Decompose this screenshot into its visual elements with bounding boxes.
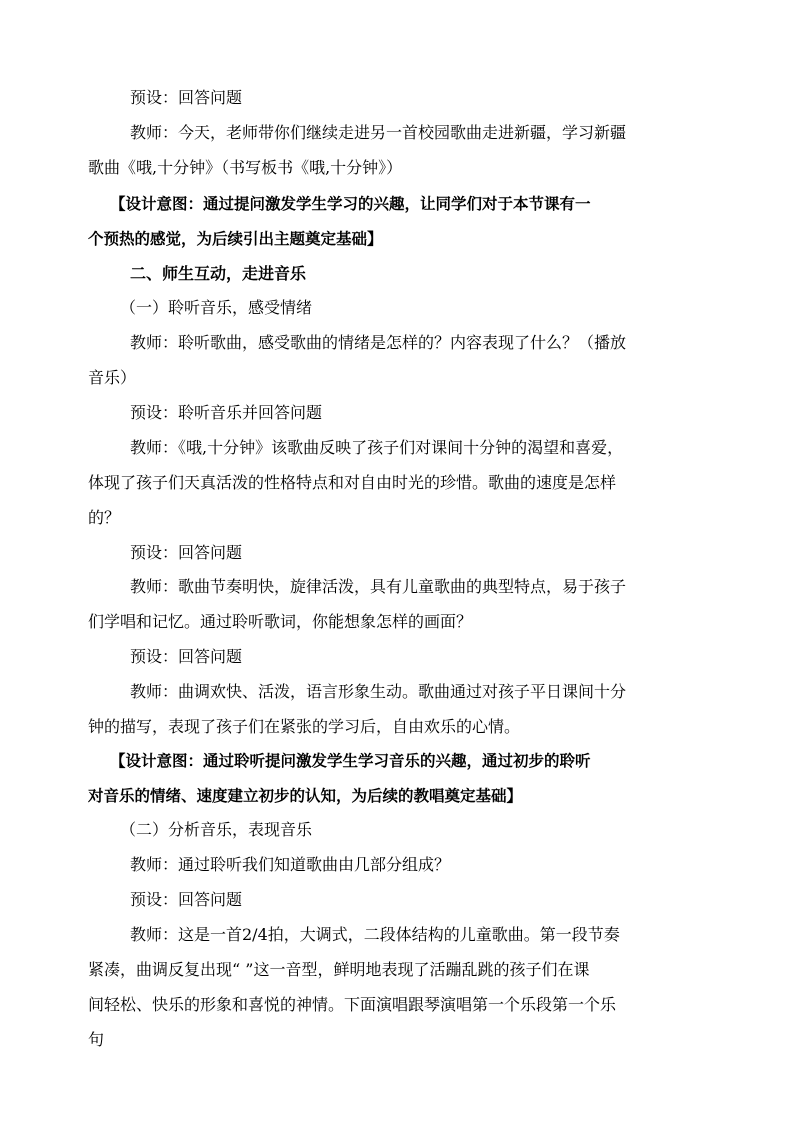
preset-listen: 预设：聆听音乐并回答问题 [130,403,323,422]
teacher-structure-question: 教师：通过聆听我们知道歌曲由几部分组成？ [130,855,451,874]
design-intent-2-line-2: 对音乐的情绪、速度建立初步的认知，为后续的教唱奠定基础】 [88,787,523,805]
preset-answer-4: 预设：回答问题 [130,890,243,909]
preset-answer-3: 预设：回答问题 [130,647,243,666]
teacher-song-line-1: 教师：《哦,十分钟》该歌曲反映了孩子们对课间十分钟的渴望和喜爱， [130,438,624,457]
teacher-song-line-2: 体现了孩子们天真活泼的性格特点和对自由时光的珍惜。歌曲的速度是怎样 [88,473,617,492]
teacher-rhythm-line-1: 教师：歌曲节奏明快，旋律活泼，具有儿童歌曲的典型特点，易于孩子 [130,577,627,596]
design-intent-2-line-1: 【设计意图：通过聆听提问激发学生学习音乐的兴趣，通过初步的聆听 [110,752,591,770]
teacher-analysis-line-3: 间轻松、快乐的形象和喜悦的神情。下面演唱跟琴演唱第一个乐段第一个乐 [88,995,617,1014]
teacher-intro-line-2: 歌曲《哦,十分钟》（书写板书《哦,十分钟》） [88,158,403,177]
teacher-analysis-line-4: 句 [88,1030,105,1049]
subsection-heading-1: （一）聆听音乐，感受情绪 [120,298,313,317]
preset-answer-1: 预设：回答问题 [130,88,243,107]
preset-answer-2: 预设：回答问题 [130,543,243,562]
teacher-listen-line-1: 教师：聆听歌曲，感受歌曲的情绪是怎样的？内容表现了什么？（播放 [130,333,627,352]
teacher-rhythm-line-2: 们学唱和记忆。通过聆听歌词，你能想象怎样的画面？ [88,612,473,631]
teacher-intro-line-1: 教师：今天，老师带你们继续走进另一首校园歌曲走进新疆，学习新疆 [130,123,627,142]
design-intent-1-line-2: 个预热的感觉，为后续引出主题奠定基础】 [88,230,383,248]
teacher-melody-line-1: 教师：曲调欢快、活泼，语言形象生动。歌曲通过对孩子平日课间十分 [130,682,627,701]
teacher-song-line-3: 的？ [88,508,121,527]
teacher-listen-line-2: 音乐） [88,368,137,387]
subsection-heading-2: （二）分析音乐，表现音乐 [120,820,313,839]
design-intent-1-line-1: 【设计意图：通过提问激发学生学习的兴趣，让同学们对于本节课有一 [110,195,591,213]
teacher-analysis-line-1: 教师：这是一首2/4拍，大调式，二段体结构的儿童歌曲。第一段节奏 [130,925,620,944]
teacher-analysis-line-2: 紧凑，曲调反复出现“ ”这一音型，鲜明地表现了活蹦乱跳的孩子们在课 [88,960,590,979]
section-heading-2: 二、师生互动，走进音乐 [130,264,307,283]
teacher-melody-line-2: 钟的描写，表现了孩子们在紧张的学习后，自由欢乐的心情。 [88,717,521,736]
